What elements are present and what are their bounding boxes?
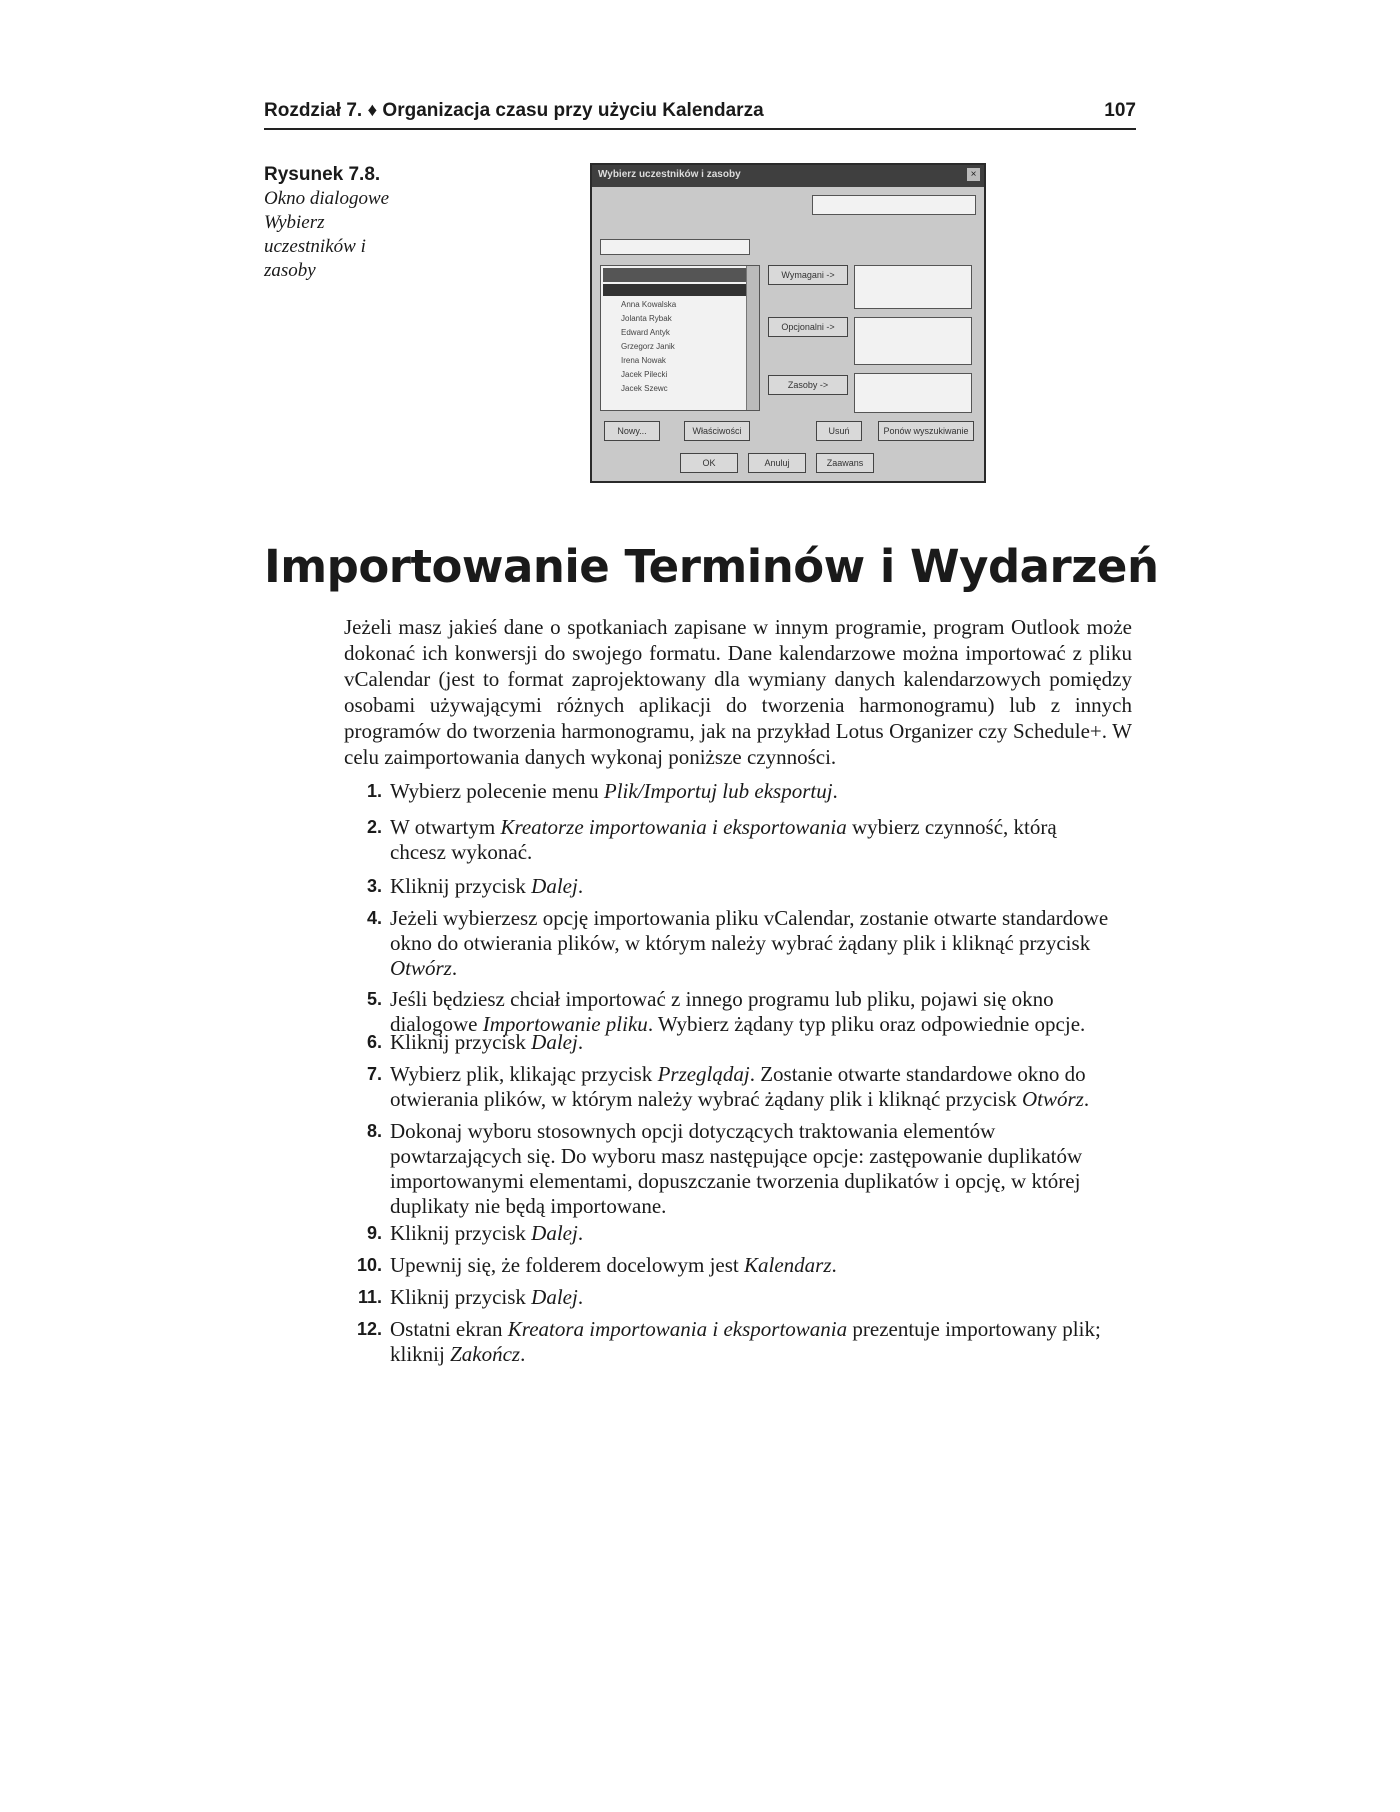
chapter-title: Rozdział 7. ♦ Organizacja czasu przy użyciu Kalendarza: [264, 100, 764, 121]
refresh-button: Ponów wyszukiwanie: [878, 421, 974, 441]
dialog-title: Wybierz uczestników i zasoby: [598, 169, 741, 180]
properties-button: Właściwości: [684, 421, 750, 441]
list-header: [603, 268, 749, 282]
ok-button: OK: [680, 453, 738, 473]
figure-caption: [264, 163, 434, 283]
step-text: Dokonaj wyboru stosownych opcji dotyczących traktowania elementów powtarzających się. Do wyboru masz następujące opcje: zastępowanie duplikatów importowanymi elementami, dopuszczanie tworzenia duplikatów i opcję, w której duplikaty nie będą importowane.: [390, 1119, 1083, 1218]
step-text: Kliknij przycisk Dalej.: [390, 1285, 584, 1309]
step-text: Wybierz plik, klikając przycisk Przeglądaj. Zostanie otwarte standardowe okno do otwierania plików, w którym należy wybrać żądany plik i kliknąć przycisk Otwórz.: [390, 1062, 1090, 1111]
figure-caption-text: Okno dialogowe Wybierz uczestników i zasoby: [264, 188, 390, 281]
remove-button: Usuń: [816, 421, 862, 441]
list-item: Grzegorz Janik: [621, 342, 675, 351]
list-item: Jacek Szewc: [621, 384, 668, 393]
close-icon: ×: [967, 168, 980, 181]
step-number: 12.: [356, 1319, 382, 1339]
step-number: 10.: [356, 1255, 382, 1275]
intro-paragraph: Jeżeli masz jakieś dane o spotkaniach zapisane w innym programie, program Outlook może dokonać ich konwersji do swojego formatu. Dane kalendarzowe można importować z pliku vCalendar (jest to format zaprojektowany dla wymiany danych kalendarzowych pomiędzy osobami używającymi różnych aplikacji do tworzenia harmonogramu) lub z innych programów do tworzenia harmonogramu, jak na przykład Lotus Organizer czy Schedule+. W celu zaimportowania danych wykonaj poniższe czynności.: [344, 615, 1132, 769]
step-text: Jeśli będziesz chciał importować z innego programu lub pliku, pojawi się okno dialogowe Importowanie pliku. Wybierz żądany typ pliku oraz odpowiednie opcje.: [390, 987, 1086, 1036]
optional-button: Opcjonalni ->: [768, 317, 848, 337]
step-number: 6.: [366, 1032, 382, 1052]
dialog-screenshot-figure: [590, 163, 986, 483]
list-item: Jacek Pilecki: [621, 370, 668, 379]
step-number: 3.: [366, 876, 382, 896]
dialog-titlebar: [592, 165, 984, 187]
list-item: Jolanta Rybak: [621, 314, 672, 323]
step-number: 7.: [366, 1064, 382, 1084]
step-number: 1.: [366, 781, 382, 801]
running-header: [264, 98, 1136, 130]
names-list: [600, 265, 760, 411]
advanced-button: Zaawans: [816, 453, 874, 473]
required-list: [854, 265, 972, 309]
cancel-button: Anuluj: [748, 453, 806, 473]
resources-button: Zasoby ->: [768, 375, 848, 395]
list-scrollbar: [746, 266, 759, 410]
step-text: Wybierz polecenie menu Plik/Importuj lub eksportuj.: [390, 779, 838, 803]
section-heading: Importowanie Terminów i Wydarzeń: [264, 540, 1159, 593]
list-item: Anna Kowalska: [621, 300, 677, 309]
figure-label: Rysunek 7.8.: [264, 164, 381, 185]
resources-list: [854, 373, 972, 413]
step-number: 4.: [366, 908, 382, 928]
step-text: Upewnij się, że folderem docelowym jest Kalendarz.: [390, 1253, 837, 1277]
list-item: Edward Antyk: [621, 328, 670, 337]
required-button: Wymagani ->: [768, 265, 848, 285]
list-item: Irena Nowak: [621, 356, 666, 365]
step-number: 8.: [366, 1121, 382, 1141]
step-text: Jeżeli wybierzesz opcję importowania pliku vCalendar, zostanie otwarte standardowe okno do otwierania plików, w którym należy wybrać żądany plik i kliknąć przycisk Otwórz.: [390, 906, 1109, 980]
step-number: 5.: [366, 989, 382, 1009]
optional-list: [854, 317, 972, 365]
step-text: Kliknij przycisk Dalej.: [390, 1030, 584, 1054]
page-number: 107: [1104, 100, 1136, 121]
step-text: W otwartym Kreatorze importowania i eksportowania wybierz czynność, którą chcesz wykonać.: [390, 815, 1057, 864]
step-number: 2.: [366, 817, 382, 837]
step-text: Kliknij przycisk Dalej.: [390, 874, 584, 898]
dropdown-box: [812, 195, 976, 215]
search-box: [600, 239, 750, 255]
new-button: Nowy...: [604, 421, 660, 441]
step-text: Kliknij przycisk Dalej.: [390, 1221, 584, 1245]
step-number: 9.: [366, 1223, 382, 1243]
step-number: 11.: [357, 1287, 382, 1307]
step-text: Ostatni ekran Kreatora importowania i eksportowania prezentuje importowany plik; kliknij Zakończ.: [390, 1317, 1101, 1366]
list-selected-row: [603, 284, 749, 296]
